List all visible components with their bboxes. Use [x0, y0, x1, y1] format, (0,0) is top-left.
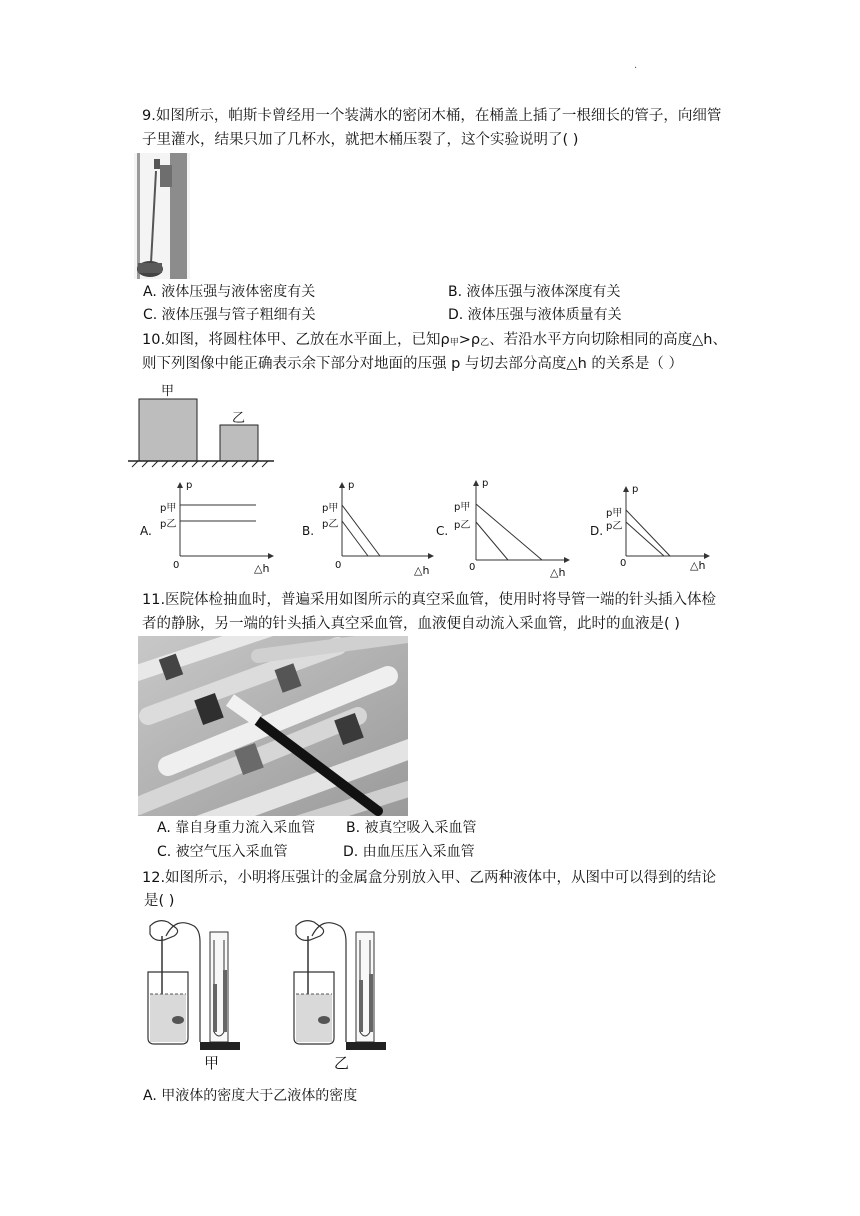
- graph-c-origin: 0: [469, 562, 476, 573]
- q12-text-line1: 12.如图所示，小明将压强计的金属盒分别放入甲、乙两种液体中，从图中可以得到的结论: [142, 870, 717, 886]
- q9-option-a[interactable]: A. 液体压强与液体密度有关: [143, 284, 316, 300]
- q9-text-line1: 9.如图所示，帕斯卡曾经用一个装满水的密闭木桶，在桶盖上插了一根细长的管子，向细管: [142, 108, 722, 124]
- graph-a-ylabel: p: [186, 480, 193, 491]
- graph-a-p-yi: p乙: [160, 519, 177, 530]
- graph-d-p-yi: p乙: [606, 521, 623, 532]
- graph-b-p-jia: p甲: [322, 503, 339, 514]
- graph-c[interactable]: [436, 476, 576, 580]
- gauge-yi-label: 乙: [334, 1054, 350, 1072]
- graph-a[interactable]: [140, 480, 280, 580]
- graph-a-p-jia: p甲: [160, 503, 177, 514]
- graph-b[interactable]: [302, 480, 442, 580]
- graph-d-p-jia: p甲: [606, 508, 623, 519]
- graph-d[interactable]: [590, 484, 720, 578]
- graph-c-letter: C.: [436, 524, 449, 538]
- graph-b-letter: B.: [302, 524, 315, 538]
- q10-text-line2: 则下列图像中能正确表示余下部分对地面的压强 p 与切去部分高度△h 的关系是（ ）: [142, 356, 683, 372]
- cylinder-yi-label: 乙: [232, 411, 246, 426]
- q9-option-c[interactable]: C. 液体压强与管子粗细有关: [143, 307, 316, 323]
- q11-option-d[interactable]: D. 由血压压入采血管: [343, 844, 475, 860]
- graph-c-ylabel: p: [482, 478, 489, 489]
- pressure-gauge-figure-yi: [286, 914, 396, 1074]
- graph-d-origin: 0: [620, 558, 627, 569]
- q9-text-line2: 子里灌水，结果只加了几杯水，就把木桶压裂了，这个实验说明了( ): [142, 132, 579, 148]
- q11-text-line1: 11.医院体检抽血时，普遍采用如图所示的真空采血管，使用时将导管一端的针头插入体检: [142, 592, 717, 608]
- graph-a-letter: A.: [140, 524, 152, 538]
- graph-b-origin: 0: [335, 560, 342, 571]
- graph-b-ylabel: p: [348, 480, 355, 491]
- q11-option-b[interactable]: B. 被真空吸入采血管: [346, 820, 477, 836]
- graph-c-p-jia: p甲: [454, 502, 471, 513]
- blood-tubes-photo: [138, 636, 408, 816]
- graph-a-xlabel: △h: [254, 562, 270, 575]
- q9-option-d[interactable]: D. 液体压强与液体质量有关: [448, 307, 622, 323]
- q9-option-b[interactable]: B. 液体压强与液体深度有关: [448, 284, 621, 300]
- graph-c-p-yi: p乙: [454, 520, 471, 531]
- q11-option-c[interactable]: C. 被空气压入采血管: [157, 844, 288, 860]
- q11-text-line2: 者的静脉，另一端的针头插入真空采血管，血液便自动流入采血管，此时的血液是( ): [142, 616, 680, 632]
- graph-d-xlabel: △h: [690, 559, 706, 572]
- corner-mark: .: [634, 60, 638, 71]
- graph-c-xlabel: △h: [550, 566, 566, 579]
- graph-d-ylabel: p: [632, 484, 639, 495]
- q10-text-line1: 10.如图，将圆柱体甲、乙放在水平面上，已知ρ甲>ρ乙、若沿水平方向切除相同的高度△h、: [142, 332, 727, 348]
- graph-b-xlabel: △h: [414, 564, 430, 577]
- graph-a-origin: 0: [173, 560, 180, 571]
- cylinder-jia-label: 甲: [161, 384, 175, 399]
- q12-text-line2: 是( ): [144, 893, 175, 909]
- gauge-jia-label: 甲: [204, 1054, 220, 1072]
- graph-b-p-yi: p乙: [322, 519, 339, 530]
- pressure-gauge-figure-jia: [140, 914, 250, 1074]
- cylinders-figure: [128, 380, 278, 470]
- q12-option-a[interactable]: A. 甲液体的密度大于乙液体的密度: [143, 1088, 358, 1104]
- graph-d-letter: D.: [590, 524, 604, 538]
- pascal-barrel-photo: [134, 153, 190, 279]
- q11-option-a[interactable]: A. 靠自身重力流入采血管: [157, 820, 316, 836]
